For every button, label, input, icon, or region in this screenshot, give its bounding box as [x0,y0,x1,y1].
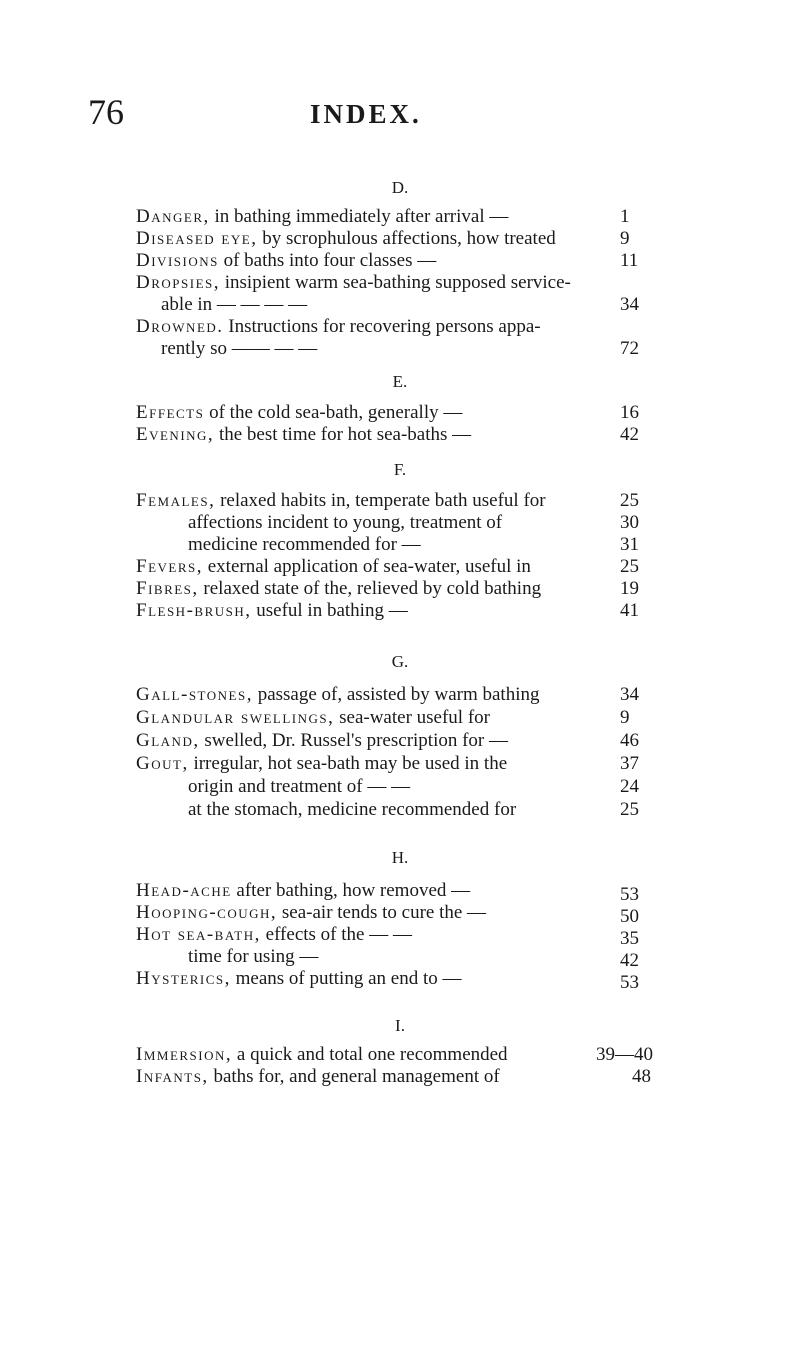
entry-head: Evening, [136,424,215,445]
section-letter-f: F. [393,460,407,479]
entry-head: Gland, [136,730,200,751]
entry-text: swelled, Dr. Russel's prescription for — [199,730,509,751]
entry-page: 37 [620,753,639,774]
section-letter-i: I. [395,1016,405,1035]
entry-page: 72 [620,338,639,359]
entry-text: at the stomach, medicine recommended for [188,799,517,820]
index-entry [136,424,632,446]
index-entry [136,490,632,512]
entry-text: able in — — — — [161,294,308,315]
index-entry-continuation [161,338,632,360]
entry-text: external application of sea-water, useful in [203,556,531,577]
entry-head: Gout, [136,753,189,774]
entry-head: Females, [136,490,216,511]
entry-text: affections incident to young, treatment of [188,512,503,533]
entry-head: Dropsies, [136,272,220,293]
entry-page: 35 [620,928,639,949]
index-entry [136,402,632,424]
section-letter-d: D. [391,178,409,197]
entry-page: 42 [620,950,639,971]
entry-text: useful in bathing — [251,600,408,621]
index-entry-continuation [188,534,632,556]
index-entry [136,707,632,729]
entry-text: effects of the — — [260,924,412,945]
entry-page: 25 [620,556,639,577]
index-entry [136,316,632,338]
entry-page: 11 [620,250,639,271]
index-entry [136,753,632,775]
entry-page: 48 [632,1066,651,1087]
entry-head: Fibres, [136,578,199,599]
entry-head: Danger, [136,206,210,227]
index-entry [136,1066,632,1088]
index-entry [136,968,632,990]
entry-text: rently so —— — — [161,338,318,359]
entry-page: 46 [620,730,639,751]
entry-page: 30 [620,512,639,533]
index-entry [136,924,632,946]
entry-text: time for using — [188,946,319,967]
entry-page: 34 [620,294,639,315]
index-entry [136,730,632,752]
entry-text: insipient warm sea-bathing supposed service- [220,272,571,293]
index-entry [136,556,632,578]
index-entry-continuation [188,946,632,968]
entry-head: Diseased eye, [136,228,258,249]
entry-text: relaxed state of the, relieved by cold bathing [198,578,542,599]
entry-text: means of putting an end to — [230,968,462,989]
entry-page: 41 [620,600,639,621]
entry-page: 24 [620,776,639,797]
entry-text: passage of, assisted by warm bathing [252,684,540,705]
entry-text: a quick and total one recommended [232,1044,508,1065]
entry-text: origin and treatment of — — [188,776,411,797]
entry-head: Drowned. [136,316,224,337]
entry-head: Glandular swellings, [136,707,335,728]
entry-text: by scrophulous affections, how treated [257,228,556,249]
index-entry [136,272,632,294]
entry-page-range: 39—40 [596,1044,653,1065]
entry-page: 31 [620,534,639,555]
entry-page: 19 [620,578,639,599]
entry-page: 9 [620,228,630,249]
entry-text: baths for, and general management of [208,1066,500,1087]
entry-text: sea-water useful for [334,707,490,728]
entry-page: 1 [620,206,630,227]
entry-text: of the cold sea-bath, generally — [204,402,463,423]
entry-page: 25 [620,490,639,511]
index-entry [136,228,632,250]
entry-page: 50 [620,906,639,927]
entry-page: 53 [620,972,639,993]
entry-text: the best time for hot sea-baths — [214,424,472,445]
entry-text: irregular, hot sea-bath may be used in the [188,753,508,774]
entry-page: 34 [620,684,639,705]
section-letter-h: H. [391,848,409,867]
index-entry-continuation [188,799,632,821]
entry-text: medicine recommended for — [188,534,421,555]
entry-text: after bathing, how removed — [231,880,471,901]
entry-text: of baths into four classes — [218,250,437,271]
section-letter-e: E. [392,372,408,391]
entry-head: Hooping-cough, [136,902,278,923]
index-entry [136,902,632,924]
index-entry [136,600,632,622]
index-entry-continuation [188,776,632,798]
entry-page: 25 [620,799,639,820]
page-number: 76 [88,92,124,132]
entry-text: relaxed habits in, temperate bath useful for [215,490,546,511]
entry-page: 16 [620,402,639,423]
entry-text: sea-air tends to cure the — [277,902,487,923]
index-entry-continuation [161,294,632,316]
index-entry [136,880,632,902]
index-entry [136,578,632,600]
index-entry [136,250,632,272]
page-header [88,92,708,142]
index-entry [136,1044,632,1066]
index-entry-continuation [188,512,632,534]
entry-page: 53 [620,884,639,905]
entry-head: Hysterics, [136,968,231,989]
entry-head: Infants, [136,1066,209,1087]
entry-head: Gall-stones, [136,684,253,705]
entry-head: Fevers, [136,556,203,577]
entry-head: Hot sea-bath, [136,924,261,945]
entry-page: 9 [620,707,630,728]
entry-head: Head-ache [136,880,232,901]
section-letter-g: G. [391,652,409,671]
running-head-title: INDEX. [310,99,422,129]
entry-head: Flesh-brush, [136,600,252,621]
index-entry [136,684,632,706]
entry-page: 42 [620,424,639,445]
index-entry [136,206,632,228]
entry-head: Divisions [136,250,219,271]
entry-head: Immersion, [136,1044,233,1065]
entry-text: in bathing immediately after arrival — [209,206,509,227]
entry-text: Instructions for recovering persons appa- [223,316,541,337]
entry-head: Effects [136,402,205,423]
